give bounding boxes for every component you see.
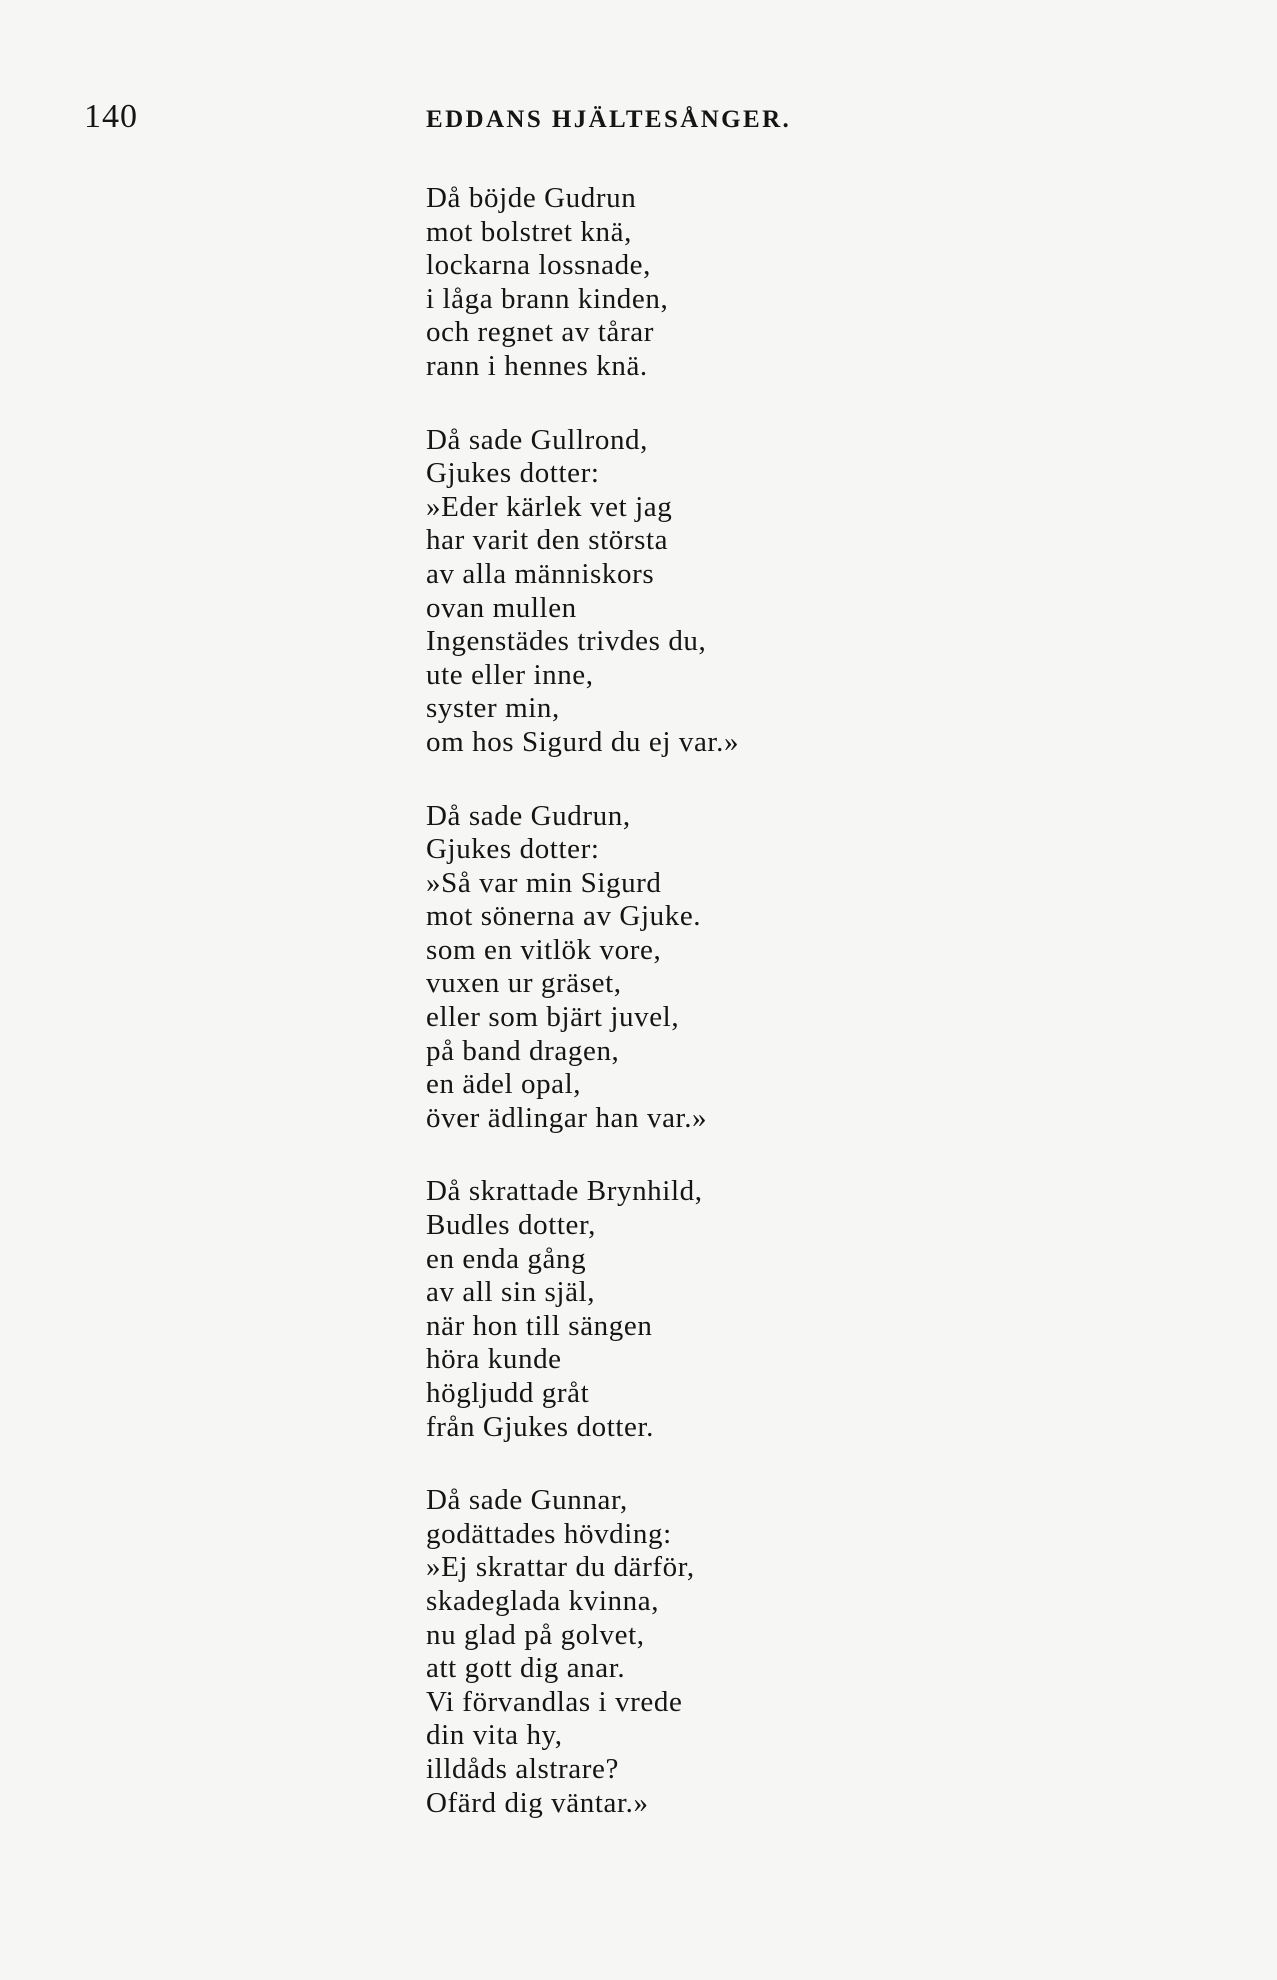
poem-line: på band dragen,	[426, 1034, 620, 1067]
stanza-4	[426, 1175, 846, 1444]
poem-line: höra kunde	[426, 1343, 562, 1376]
poem-line: i låga brann kinden,	[426, 282, 669, 315]
poem-line: mot bolstret knä,	[426, 215, 632, 248]
poem-line: godättades hövding:	[426, 1517, 672, 1550]
poem-line: ute eller inne,	[426, 658, 594, 691]
poem-line: Då sade Gudrun,	[426, 799, 631, 832]
stanza-1	[426, 182, 846, 384]
poem-line: Då böjde Gudrun	[426, 182, 637, 214]
stanza-2	[426, 424, 846, 760]
poem-line: Då sade Gullrond,	[426, 423, 649, 456]
poem-line: har varit den största	[426, 524, 669, 557]
poem-line: av alla människors	[426, 557, 655, 590]
poem-line: en ädel opal,	[426, 1068, 582, 1101]
poem-line: nu glad på golvet,	[426, 1618, 645, 1651]
poem-line: av all sin själ,	[426, 1276, 596, 1309]
poem-line: att gott dig anar.	[426, 1652, 626, 1685]
poem-body	[426, 182, 846, 1860]
poem-line: om hos Sigurd du ej var.»	[426, 725, 740, 758]
poem-line: Då sade Gunnar,	[426, 1484, 628, 1517]
poem-line: över ädlingar han var.»	[426, 1101, 708, 1134]
poem-line: »Eder kärlek vet jag	[426, 490, 673, 523]
poem-line: skadeglada kvinna,	[426, 1584, 660, 1617]
poem-line: lockarna lossnade,	[426, 249, 652, 282]
poem-line: när hon till sängen	[426, 1309, 653, 1342]
page-number: 140	[84, 98, 138, 135]
stanza-5	[426, 1484, 846, 1820]
poem-line: ovan mullen	[426, 591, 577, 624]
poem-line: Vi förvandlas i vrede	[426, 1685, 683, 1718]
poem-line: Då skrattade Brynhild,	[426, 1175, 703, 1208]
poem-line: rann i hennes knä.	[426, 349, 648, 382]
poem-line: högljudd gråt	[426, 1377, 590, 1409]
poem-line: Ingenstädes trivdes du,	[426, 625, 707, 658]
poem-line: en enda gång	[426, 1242, 587, 1275]
poem-line: mot sönerna av Gjuke.	[426, 900, 702, 933]
poem-line: eller som bjärt juvel,	[426, 1001, 680, 1034]
poem-line: din vita hy,	[426, 1719, 563, 1752]
poem-line: syster min,	[426, 692, 560, 725]
poem-line: »Så var min Sigurd	[426, 866, 662, 899]
poem-line: och regnet av tårar	[426, 316, 654, 349]
poem-line: Gjukes dotter:	[426, 457, 600, 490]
poem-line: Gjukes dotter:	[426, 833, 600, 866]
running-head: EDDANS HJÄLTESÅNGER.	[426, 106, 792, 133]
poem-line: illdåds alstrare?	[426, 1752, 619, 1785]
poem-line: Ofärd dig väntar.»	[426, 1786, 649, 1819]
poem-line: vuxen ur gräset,	[426, 967, 622, 1000]
stanza-3	[426, 800, 846, 1136]
poem-line: Budles dotter,	[426, 1209, 596, 1242]
poem-line: som en vitlök vore,	[426, 933, 662, 966]
poem-line: »Ej skrattar du därför,	[426, 1551, 695, 1584]
poem-line: från Gjukes dotter.	[426, 1410, 655, 1443]
